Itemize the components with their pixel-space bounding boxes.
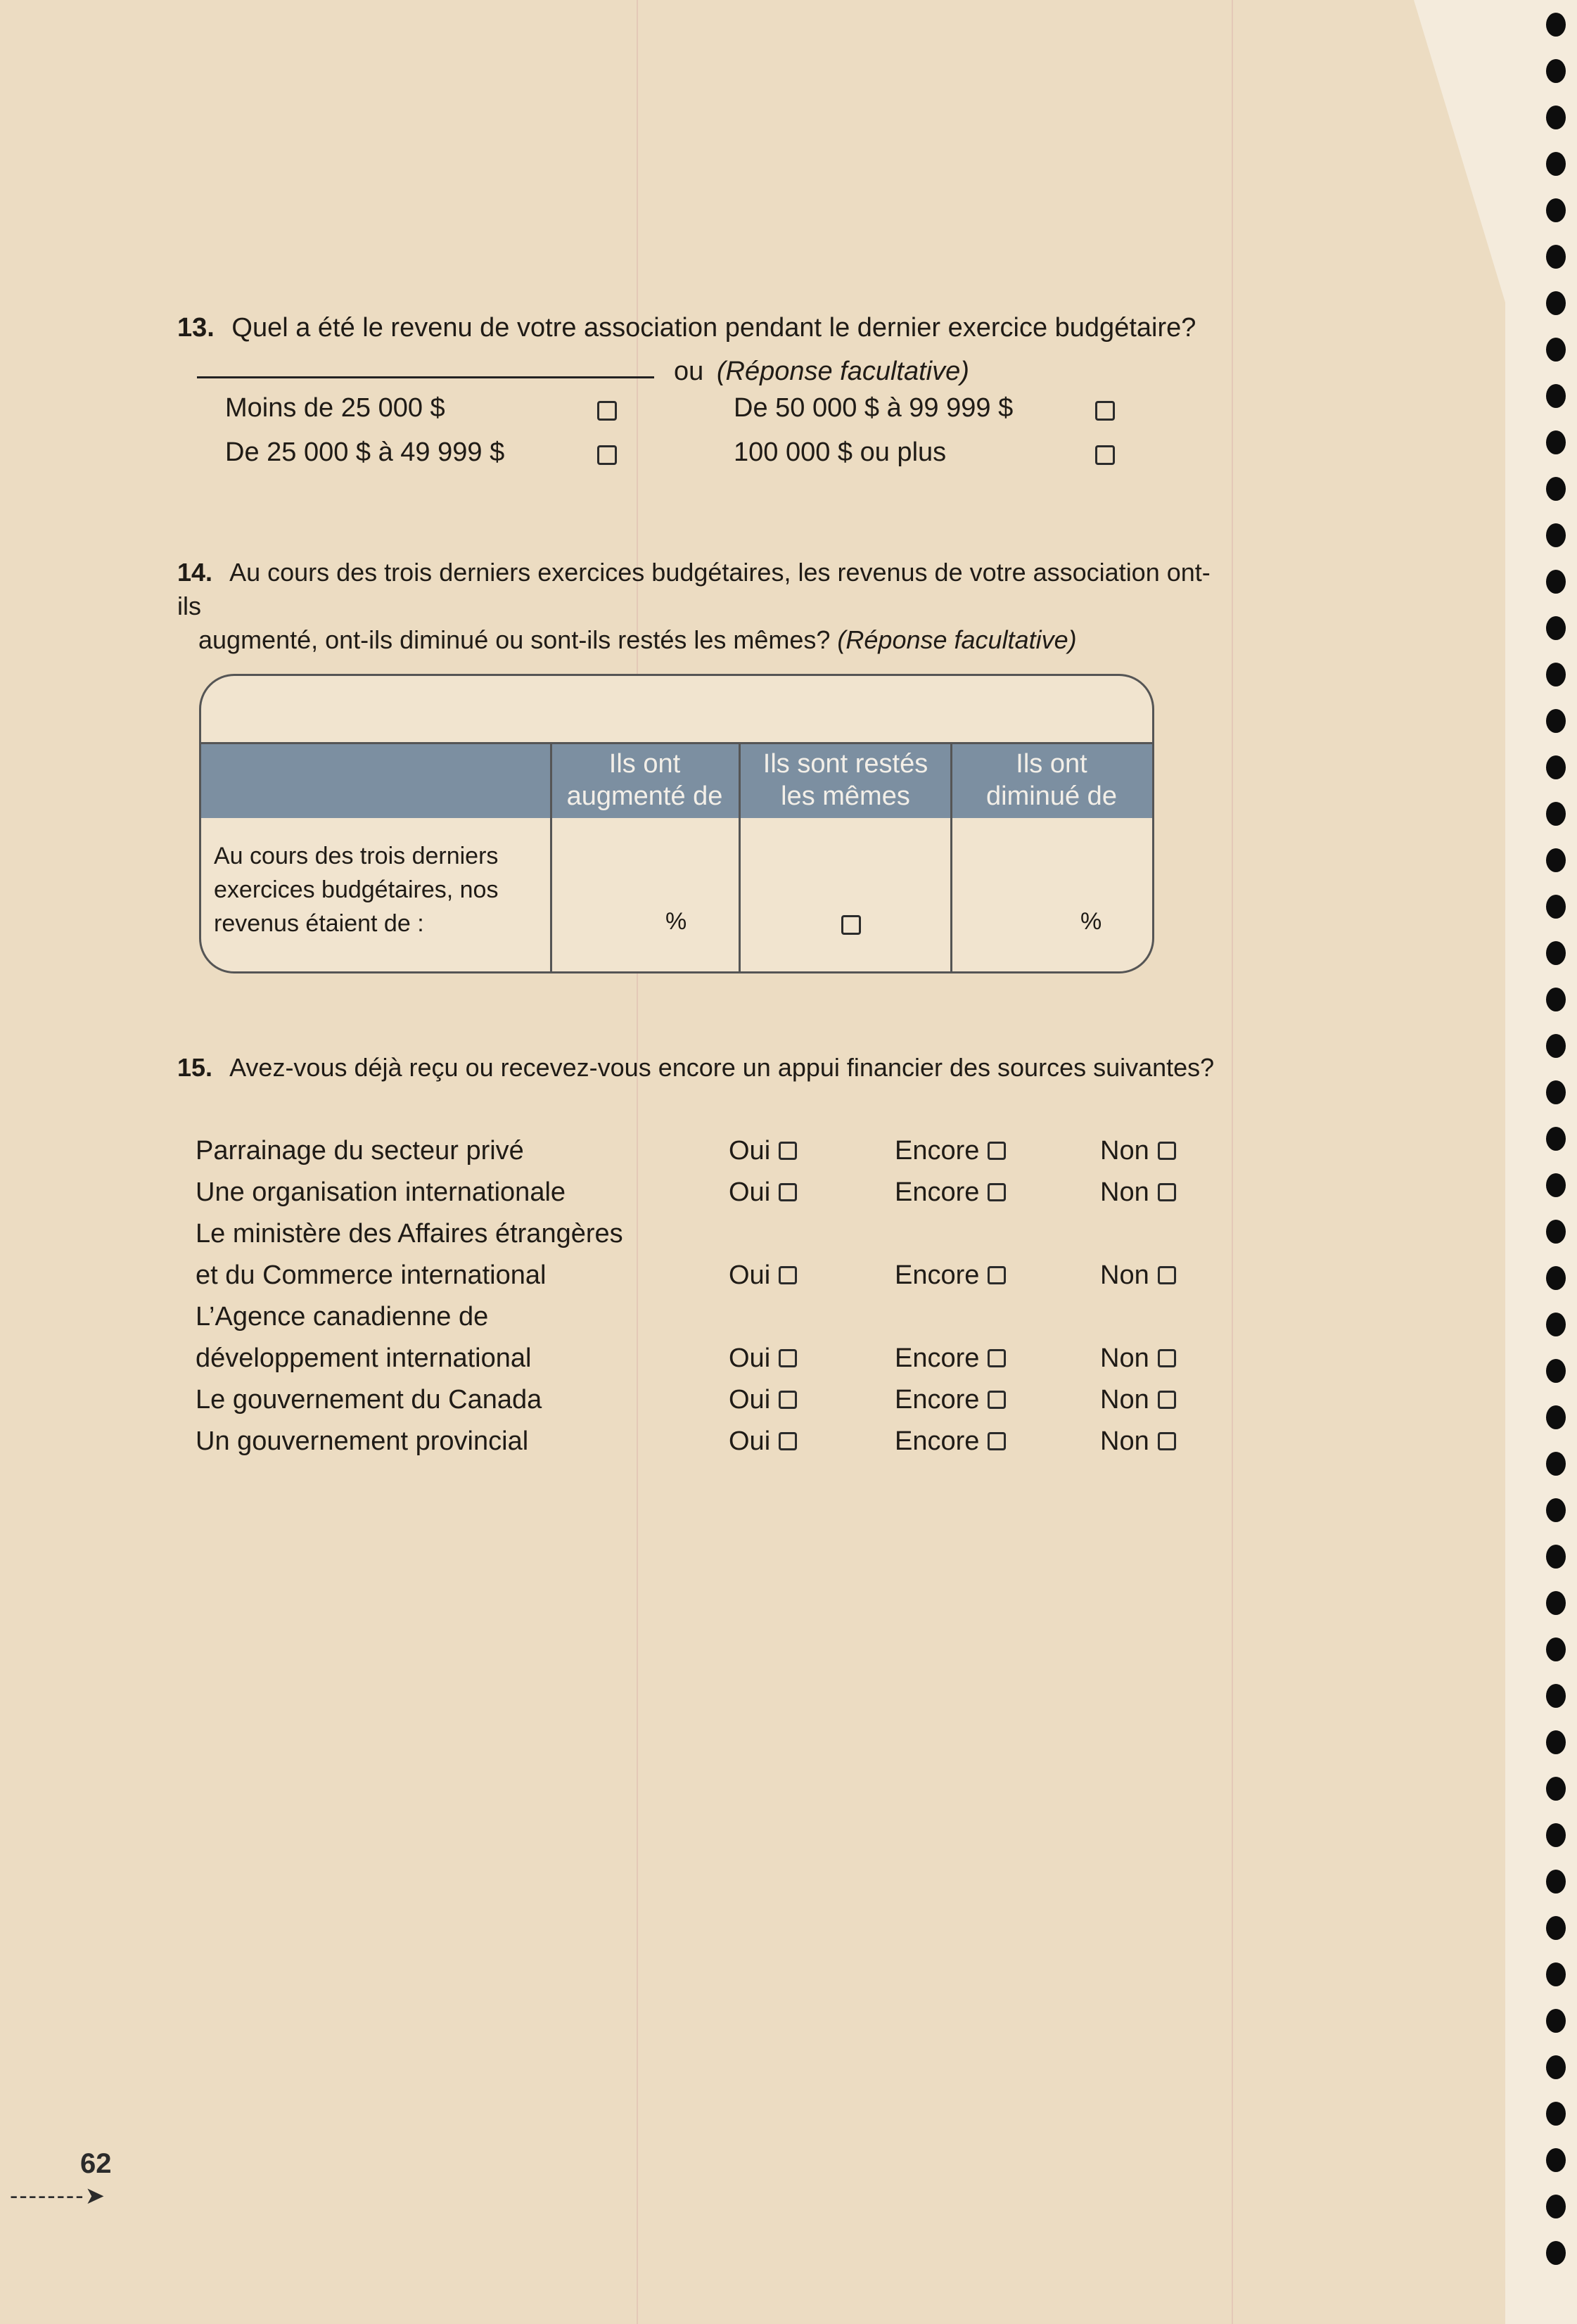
q15-choice-encore-checkbox[interactable]	[988, 1266, 1006, 1284]
binder-hole-icon	[1546, 895, 1566, 919]
q15-choice-non-label: Non	[1100, 1177, 1149, 1207]
q15-choice-encore[interactable]	[895, 1134, 1006, 1168]
q15-number: 15.	[177, 1053, 213, 1082]
q15-choice-non-checkbox[interactable]	[1158, 1266, 1176, 1284]
q14-row-label-l2: exercices budgétaires, nos	[214, 876, 499, 903]
q13-option-4: 100 000 $ ou plus	[734, 438, 947, 467]
q15-choice-encore[interactable]	[895, 1383, 1006, 1417]
q13-question	[177, 311, 1196, 345]
q15-source-label-cont: développement international	[196, 1343, 532, 1373]
q14-same-checkbox[interactable]	[841, 915, 861, 935]
q14-header-increased	[551, 742, 739, 818]
binder-hole-icon	[1546, 198, 1566, 222]
binder-hole-icon	[1546, 106, 1566, 129]
binder-hole-icon	[1546, 848, 1566, 872]
q15-source-label: Parrainage du secteur privé	[196, 1136, 524, 1166]
binder-hole-icon	[1546, 2009, 1566, 2033]
binder-hole-icon	[1546, 2055, 1566, 2079]
binder-hole-icon	[1546, 616, 1566, 640]
binder-hole-icon	[1546, 988, 1566, 1011]
q15-choice-oui-label: Oui	[729, 1177, 771, 1207]
binder-hole-icon	[1546, 1870, 1566, 1894]
q14-question	[177, 556, 1232, 657]
q15-choice-oui-label: Oui	[729, 1426, 771, 1456]
binder-hole-icon	[1546, 1498, 1566, 1522]
q14-table-col-line-2	[739, 742, 741, 971]
q14-header-same	[740, 742, 951, 818]
q15-choice-encore-label: Encore	[895, 1136, 980, 1166]
binder-hole-icon	[1546, 384, 1566, 408]
binder-hole-icon	[1546, 523, 1566, 547]
q15-choice-oui-label: Oui	[729, 1136, 771, 1166]
binder-hole-icon	[1546, 1173, 1566, 1197]
q13-checkbox-4[interactable]	[1095, 445, 1115, 465]
binder-hole-icon	[1546, 430, 1566, 454]
binder-hole-icon	[1546, 570, 1566, 594]
q15-choice-oui[interactable]	[729, 1424, 797, 1458]
q15-choice-oui[interactable]	[729, 1175, 797, 1209]
q15-choice-non-label: Non	[1100, 1385, 1149, 1415]
q15-choice-oui-checkbox[interactable]	[779, 1142, 797, 1160]
q13-option-3: De 50 000 $ à 99 999 $	[734, 393, 1014, 423]
q14-header-increased-l1: Ils ont	[608, 749, 681, 779]
q15-choice-oui[interactable]	[729, 1134, 797, 1168]
q13-option-1: Moins de 25 000 $	[225, 393, 445, 423]
q15-choice-non-label: Non	[1100, 1343, 1149, 1373]
q15-choice-encore-label: Encore	[895, 1385, 980, 1415]
q13-checkbox-2[interactable]	[597, 445, 617, 465]
binder-hole-icon	[1546, 2241, 1566, 2265]
q13-checkbox-1[interactable]	[597, 401, 617, 421]
binder-hole-icon	[1546, 1591, 1566, 1615]
q15-choice-non[interactable]	[1100, 1258, 1176, 1292]
binder-hole-icon	[1546, 1962, 1566, 1986]
binder-hole-icon	[1546, 1637, 1566, 1661]
q14-header-decreased-l1: Ils ont	[1016, 749, 1087, 779]
binder-hole-icon	[1546, 1452, 1566, 1476]
q15-choice-oui[interactable]	[729, 1383, 797, 1417]
q15-choice-non-label: Non	[1100, 1136, 1149, 1166]
binder-hole-icon	[1546, 941, 1566, 965]
q15-choice-encore-label: Encore	[895, 1426, 980, 1456]
q15-choice-encore[interactable]	[895, 1341, 1006, 1375]
q14-line1: Au cours des trois derniers exercices budgétaires, les revenus de votre association ont-ils	[177, 558, 1211, 620]
q13-checkbox-3[interactable]	[1095, 401, 1115, 421]
q15-choice-encore-checkbox[interactable]	[988, 1183, 1006, 1201]
q14-row-label-l3: revenus étaient de :	[214, 910, 424, 937]
q14-table-col-line-1	[550, 742, 552, 971]
binder-hole-icon	[1546, 1034, 1566, 1058]
q13-or	[674, 355, 969, 388]
binder-hole-icon	[1546, 1545, 1566, 1569]
q15-choice-oui-checkbox[interactable]	[779, 1391, 797, 1409]
q15-choice-non[interactable]	[1100, 1175, 1176, 1209]
q15-choice-non-checkbox[interactable]	[1158, 1142, 1176, 1160]
q15-choice-encore-checkbox[interactable]	[988, 1142, 1006, 1160]
binder-hole-icon	[1546, 1916, 1566, 1940]
q15-choice-encore-checkbox[interactable]	[988, 1432, 1006, 1450]
q15-choice-oui[interactable]	[729, 1341, 797, 1375]
q15-choice-oui-label: Oui	[729, 1343, 771, 1373]
q15-choice-non-checkbox[interactable]	[1158, 1432, 1176, 1450]
binder-hole-icon	[1546, 291, 1566, 315]
q15-choice-oui-label: Oui	[729, 1260, 771, 1290]
q15-choice-encore-label: Encore	[895, 1177, 980, 1207]
binder-hole-icon	[1546, 477, 1566, 501]
q15-choice-encore-label: Encore	[895, 1260, 980, 1290]
q14-number: 14.	[177, 558, 213, 587]
q14-header-same-l2: les mêmes	[781, 781, 910, 811]
q15-choice-encore-checkbox[interactable]	[988, 1391, 1006, 1409]
q14-line2: augmenté, ont-ils diminué ou sont-ils restés les mêmes?	[198, 625, 831, 654]
page-number: 62	[80, 2148, 112, 2179]
q15-choice-non-checkbox[interactable]	[1158, 1183, 1176, 1201]
binder-hole-icon	[1546, 663, 1566, 687]
q13-option-2: De 25 000 $ à 49 999 $	[225, 438, 505, 467]
q14-header-same-l1: Ils sont restés	[762, 749, 928, 779]
q15-choice-oui-checkbox[interactable]	[779, 1432, 797, 1450]
binder-hole-icon	[1546, 1359, 1566, 1383]
q15-choice-encore-checkbox[interactable]	[988, 1349, 1006, 1367]
q15-choice-non[interactable]	[1100, 1424, 1176, 1458]
q15-choice-oui-checkbox[interactable]	[779, 1266, 797, 1284]
q15-choice-non-label: Non	[1100, 1260, 1149, 1290]
q15-text: Avez-vous déjà reçu ou recevez-vous encore un appui financier des sources suivantes?	[229, 1053, 1215, 1082]
q14-row-label-l1: Au cours des trois derniers	[214, 843, 499, 869]
binder-hole-icon	[1546, 13, 1566, 37]
q15-source-label: Le gouvernement du Canada	[196, 1385, 542, 1415]
q15-choice-non-label: Non	[1100, 1426, 1149, 1456]
binder-hole-icon	[1546, 1127, 1566, 1151]
q15-choice-non[interactable]	[1100, 1341, 1176, 1375]
q15-question	[177, 1051, 1214, 1085]
q15-source-label: L’Agence canadienne de	[196, 1302, 489, 1332]
q15-choice-non-checkbox[interactable]	[1158, 1391, 1176, 1409]
binder-hole-icon	[1546, 338, 1566, 362]
q14-header-decreased	[951, 742, 1152, 818]
binder-hole-icon	[1546, 152, 1566, 176]
q15-source-label: Le ministère des Affaires étrangères	[196, 1219, 623, 1249]
q13-number: 13.	[177, 313, 215, 343]
binder-hole-icon	[1546, 2195, 1566, 2218]
q15-choice-non[interactable]	[1100, 1383, 1176, 1417]
q15-choice-encore[interactable]	[895, 1258, 1006, 1292]
q13-optional: (Réponse facultative)	[716, 357, 969, 386]
q15-choice-encore[interactable]	[895, 1424, 1006, 1458]
binder-hole-icon	[1546, 59, 1566, 83]
binder-hole-icon	[1546, 1777, 1566, 1801]
q13-text: Quel a été le revenu de votre association pendant le dernier exercice budgétaire?	[231, 313, 1196, 343]
q15-choice-oui-label: Oui	[729, 1385, 771, 1415]
q15-choice-encore[interactable]	[895, 1175, 1006, 1209]
q15-choice-oui-checkbox[interactable]	[779, 1183, 797, 1201]
q14-row-label	[214, 839, 498, 940]
q13-answer-line[interactable]	[197, 376, 654, 378]
q13-or-text: ou	[674, 357, 704, 386]
binder-hole-icon	[1546, 2148, 1566, 2172]
q14-table-top-rule	[201, 742, 1152, 744]
binder-hole-icon	[1546, 1080, 1566, 1104]
binder-hole-icon	[1546, 2102, 1566, 2126]
q14-table-header	[201, 742, 1152, 818]
q15-choice-encore-label: Encore	[895, 1343, 980, 1373]
binder-hole-icon	[1546, 802, 1566, 826]
q15-choice-non[interactable]	[1100, 1134, 1176, 1168]
binder-hole-icon	[1546, 245, 1566, 269]
binder-hole-icon	[1546, 1313, 1566, 1336]
q15-source-label: Un gouvernement provincial	[196, 1426, 529, 1456]
q15-choice-non-checkbox[interactable]	[1158, 1349, 1176, 1367]
q14-header-decreased-l2: diminué de	[986, 781, 1117, 811]
binder-hole-icon	[1546, 1220, 1566, 1244]
q15-source-label: Une organisation internationale	[196, 1177, 566, 1207]
q14-table-col-line-3	[950, 742, 952, 971]
next-page-arrow: --------➤	[10, 2183, 107, 2209]
q14-increased-percent[interactable]: %	[665, 908, 687, 935]
binder-hole-icon	[1546, 1266, 1566, 1290]
q15-choice-oui-checkbox[interactable]	[779, 1349, 797, 1367]
binder-hole-icon	[1546, 1730, 1566, 1754]
binder-hole-icon	[1546, 1684, 1566, 1708]
q14-decreased-percent[interactable]: %	[1080, 908, 1102, 935]
q15-source-label-cont: et du Commerce international	[196, 1260, 547, 1290]
q14-table	[199, 674, 1154, 973]
binder-hole-icon	[1546, 1823, 1566, 1847]
q14-header-increased-l2: augmenté de	[566, 781, 723, 811]
q14-optional: (Réponse facultative)	[837, 625, 1077, 654]
binder-hole-icon	[1546, 1405, 1566, 1429]
binder-hole-icon	[1546, 755, 1566, 779]
q15-choice-oui[interactable]	[729, 1258, 797, 1292]
binder-hole-icon	[1546, 709, 1566, 733]
